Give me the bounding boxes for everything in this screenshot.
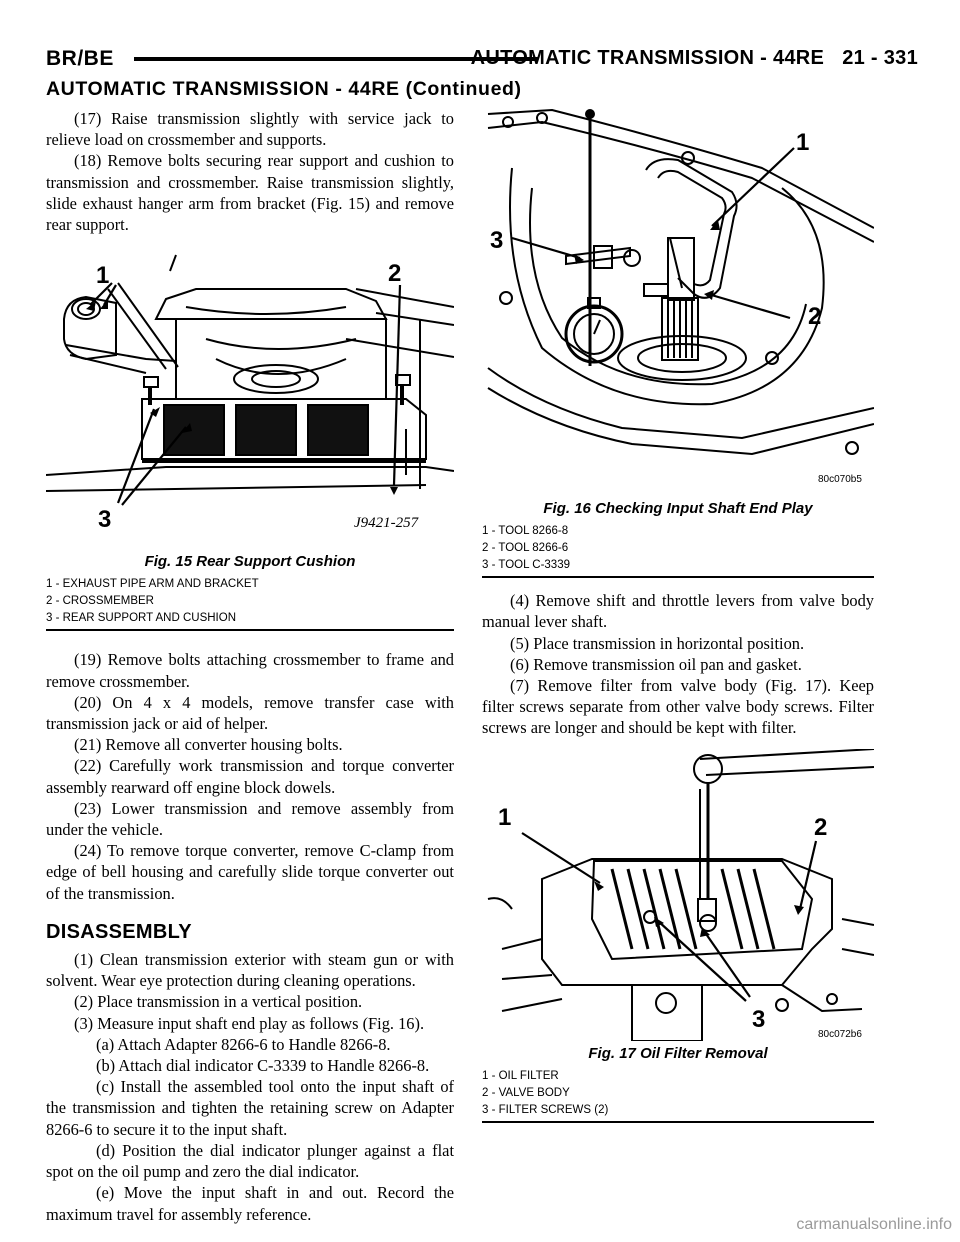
- step-17: (17) Raise transmission slightly with service jack to relieve load on crossmember and supports.: [46, 109, 454, 150]
- dis-step-3e: (e) Move the input shaft in and out. Record the maximum travel for assembly reference.: [46, 1183, 454, 1224]
- header-section-title: AUTOMATIC TRANSMISSION - 44RE: [470, 47, 825, 69]
- dis-step-3: (3) Measure input shaft end play as follows (Fig. 16).: [74, 1013, 425, 1033]
- fig16-title: Fig. 16 Checking Input Shaft End Play: [543, 500, 813, 517]
- fig17-callout-3: 3: [752, 1005, 766, 1033]
- dis-step-1: (1) Clean transmission exterior with steam gun or with solvent. Wear eye protection during cleaning operations.: [46, 950, 454, 991]
- dis-step-2: (2) Place transmission in a vertical position.: [74, 992, 363, 1012]
- fig15-callout-1: 1: [96, 262, 110, 290]
- dis-step-3b: (b) Attach dial indicator C-3339 to Handle 8266-8.: [96, 1056, 430, 1076]
- fig15-rule: [46, 629, 454, 631]
- rear-support-cushion-illustration: [46, 249, 454, 549]
- dis-step-6: (6) Remove transmission oil pan and gasket.: [510, 654, 802, 674]
- header-model-code: BR/BE: [46, 47, 114, 70]
- dis-step-3d: (d) Position the dial indicator plunger against a flat spot on the oil pump and zero the dial indicator.: [46, 1140, 454, 1182]
- watermark-link[interactable]: carmanualsonline.info: [796, 1216, 952, 1233]
- fig16-legend-item: 3 - TOOL C-3339: [482, 559, 570, 572]
- fig15-title: Fig. 15 Rear Support Cushion: [144, 553, 356, 571]
- fig17-callout-2: 2: [814, 813, 828, 841]
- fig16-rule: [482, 576, 874, 578]
- fig16-legend: [482, 523, 874, 574]
- fig17-legend-item: 3 - FILTER SCREWS (2): [482, 1103, 609, 1116]
- step-23: (23) Lower transmission and remove assembly from under the vehicle.: [46, 798, 454, 840]
- dis-step-3c: (c) Install the assembled tool onto the input shaft of the transmission and tighten the retaining screw on Adapter 8266-6 to secure it to the input shaft.: [46, 1077, 454, 1139]
- fig15-legend: [46, 576, 454, 627]
- fig16-callout-3: 3: [490, 227, 504, 254]
- step-18: (18) Remove bolts securing rear support and cushion to transmission and crossmember. Raise transmission slightly, slide exhaust hanger arm from bracket (Fig. 15) and remove rear support.: [46, 151, 454, 235]
- step-20: (20) On 4 x 4 models, remove transfer case with transmission jack or aid of helper.: [46, 692, 454, 734]
- figure-17: [482, 749, 874, 1123]
- dis-step-4: (4) Remove shift and throttle levers from valve body manual lever shaft.: [482, 591, 874, 632]
- fig15-legend-item: 2 - CROSSMEMBER: [46, 595, 154, 608]
- header-title-group: [471, 47, 918, 70]
- step-21: (21) Remove all converter housing bolts.: [74, 735, 343, 755]
- figure-16: [482, 108, 874, 578]
- oil-filter-removal-illustration: [482, 749, 874, 1041]
- step-24: (24) To remove torque converter, remove C-clamp from edge of bell housing and carefully slide torque converter out of the transmission.: [46, 841, 454, 903]
- right-column: [482, 108, 874, 1123]
- dis-step-7: (7) Remove filter from valve body (Fig. 17). Keep filter screws separate from other valve body screws. Filter screws are longer and should be kept with filter.: [482, 676, 874, 738]
- dis-step-5: (5) Place transmission in horizontal position.: [510, 633, 805, 653]
- dis-step-3a: (a) Attach Adapter 8266-6 to Handle 8266-8.: [96, 1034, 391, 1054]
- fig16-legend-item: 1 - TOOL 8266-8: [482, 525, 569, 538]
- fig15-callout-3: 3: [98, 506, 112, 534]
- step-19: (19) Remove bolts attaching crossmember to frame and remove crossmember.: [46, 650, 454, 691]
- page-subtitle: AUTOMATIC TRANSMISSION - 44RE (Continued): [46, 78, 522, 100]
- fig15-legend-item: 1 - EXHAUST PIPE ARM AND BRACKET: [46, 578, 259, 591]
- fig16-callout-1: 1: [796, 129, 810, 156]
- fig17-title: Fig. 17 Oil Filter Removal: [588, 1044, 768, 1062]
- fig17-legend: [482, 1068, 874, 1119]
- section-heading-disassembly: DISASSEMBLY: [46, 920, 192, 943]
- fig17-callout-1: 1: [498, 803, 512, 831]
- page-header: [46, 45, 918, 73]
- fig15-code: J9421-257: [354, 515, 419, 532]
- header-page-number: 21 - 331: [842, 47, 918, 69]
- fig17-code: 80c072b6: [818, 1028, 862, 1040]
- step-22: (22) Carefully work transmission and torque converter assembly rearward off engine block dowels.: [46, 756, 454, 797]
- left-column: [46, 108, 454, 1225]
- fig15-callout-2: 2: [388, 260, 402, 288]
- figure-15: [46, 249, 454, 631]
- input-shaft-end-play-illustration: [482, 108, 874, 496]
- fig15-legend-item: 3 - REAR SUPPORT AND CUSHION: [46, 612, 237, 625]
- fig16-code: 80c070b5: [818, 474, 862, 485]
- fig17-legend-item: 2 - VALVE BODY: [482, 1086, 570, 1099]
- fig17-legend-item: 1 - OIL FILTER: [482, 1069, 559, 1082]
- fig16-legend-item: 2 - TOOL 8266-6: [482, 542, 569, 555]
- fig17-rule: [482, 1121, 874, 1123]
- fig16-callout-2: 2: [808, 303, 822, 330]
